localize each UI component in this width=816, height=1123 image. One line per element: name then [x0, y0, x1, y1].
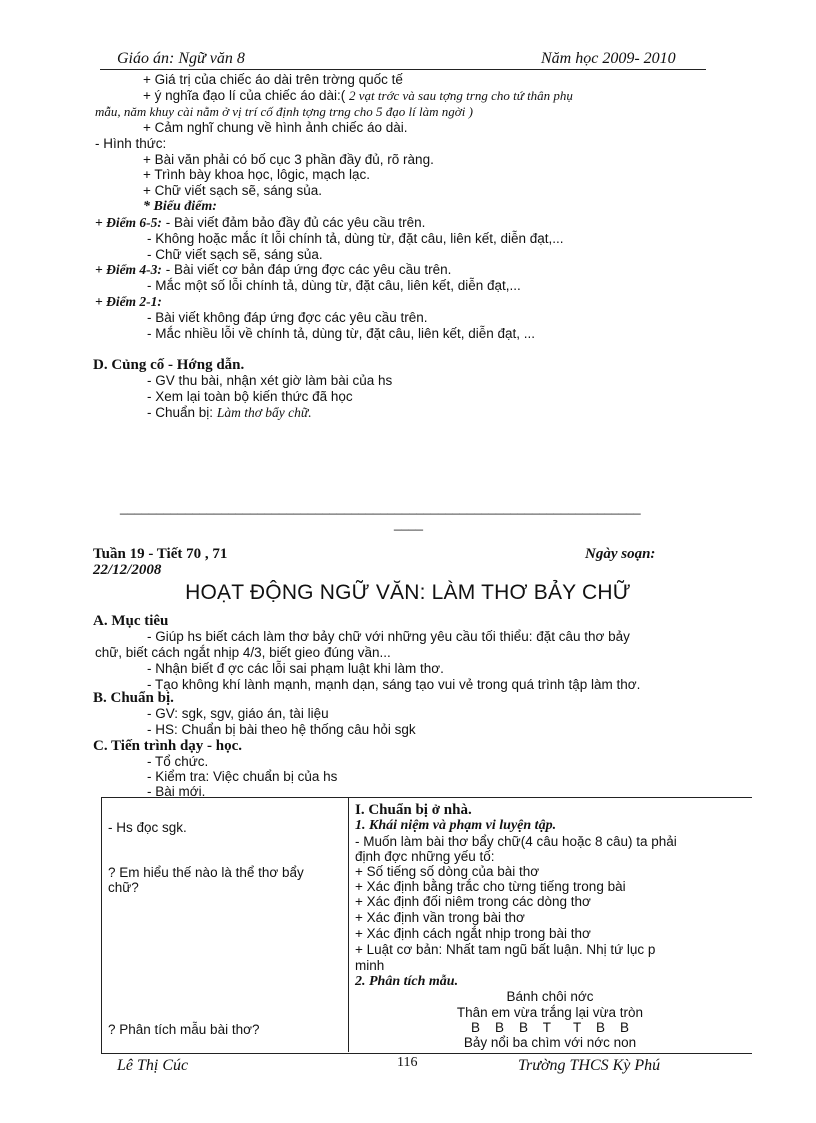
header-right: Năm học 2009- 2010 [541, 50, 676, 67]
section-c-line-2: - Kiểm tra: Việc chuẩn bị của hs [147, 769, 338, 784]
section-b-title: B. Chuẩn bị. [93, 690, 174, 706]
table-right-r5: + Xác định đối niêm trong các dòng thơ [355, 894, 591, 909]
section-a-line-2: chữ, biết cách ngắt nhịp 4/3, biết gieo đúng vần... [95, 645, 391, 660]
section-b-line-1: - GV: sgk, sgv, giáo án, tài liệu [147, 706, 329, 721]
meaning-italic: 2 vạt trớc và sau tợng trng cho tứ thân phụ [349, 88, 573, 103]
header-rule [100, 69, 706, 70]
section-a-line-4: - Tạo không khí lành mạnh, mạnh dạn, sáng tạo vui vẻ trong quá trình tập làm thơ. [147, 677, 641, 692]
lesson-date: 22/12/2008 [93, 562, 162, 578]
value-intl-line: + Giá trị của chiếc áo dài trên trờng quốc tế [143, 72, 403, 87]
section-c-line-1: - Tổ chức. [147, 754, 209, 769]
table-right-r6: + Xác định vần trong bài thơ [355, 910, 525, 925]
poem-line-2: Bảy nổi ba chìm với nớc non [463, 1035, 637, 1050]
grade-2-1-b: - Mắc nhiều lỗi về chính tả, dùng từ, đặt câu, liên kết, diễn đạt, ... [147, 326, 536, 341]
table-right-r9: minh [355, 958, 385, 973]
section-d-line-3 [147, 405, 312, 421]
header-left: Giáo án: Ngữ văn 8 [117, 50, 245, 67]
table-right-r2: định đợc những yếu tố: [355, 849, 495, 864]
table-right-r1: - Muốn làm bài thơ bẩy chữ(4 câu hoặc 8 câu) ta phải [355, 834, 677, 849]
grade-6-5-a: - Bài viết đảm bảo đầy đủ các yêu cầu trên. [165, 215, 426, 230]
grade-6-5-label: + Điểm 6-5: [95, 215, 162, 230]
meaning-line [143, 88, 573, 104]
table-right-r4: + Xác định bằng trắc cho từng tiếng trong bài [355, 879, 626, 894]
table-right-r7: + Xác định cách ngắt nhịp trong bài thơ [355, 926, 591, 941]
footer-school: Trường THCS Kỳ Phú [518, 1057, 661, 1074]
section-d-title: D. Củng cố - Hớng dẫn. [93, 357, 245, 373]
table-right-r8: + Luật cơ bản: Nhất tam ngũ bất luận. Nhị tứ lục p [355, 942, 656, 957]
lesson-week: Tuần 19 - Tiết 70 , 71 [93, 546, 228, 562]
section-a-line-1: - Giúp hs biết cách làm thơ bảy chữ với những yêu cầu tối thiểu: đặt câu thơ bảy [147, 629, 630, 644]
poem-line-1: Thân em vừa trắng lại vừa tròn [456, 1005, 644, 1020]
grade-2-1-a: - Bài viết không đáp ứng đợc các yêu cầu trên. [147, 310, 428, 325]
table-right-h1: I. Chuẩn bị ở nhà. [355, 802, 472, 818]
table-right-h2: 1. Khái niệm và phạm vi luyện tập. [355, 818, 557, 833]
section-a-line-3: - Nhận biết đ ợc các lỗi sai phạm luật khi làm thơ. [147, 661, 444, 676]
section-d-line-1: - GV thu bài, nhận xét giờ làm bài của hs [147, 373, 393, 388]
section-c-title: C. Tiến trình dạy - học. [93, 738, 243, 754]
form-item-1: + Bài văn phải có bố cục 3 phần đầy đủ, rõ ràng. [143, 152, 434, 167]
lesson-title: HOẠT ĐỘNG NGỮ VĂN: LÀM THƠ BẢY CHỮ [185, 581, 631, 604]
grade-4-3-line [95, 262, 451, 278]
section-c-line-3: - Bài mới. [147, 784, 206, 799]
form-item-3: + Chữ viết sạch sẽ, sáng sủa. [143, 183, 323, 198]
divider-dashes: ________________________________________________________________________ [120, 500, 641, 515]
table-left-q3: ? Phân tích mẫu bài thơ? [108, 1022, 260, 1037]
divider-dashes-short: ____ [394, 516, 423, 531]
footer-page-number: 116 [397, 1055, 418, 1070]
section-d-line-2: - Xem lại toàn bộ kiến thức đã học [147, 389, 353, 404]
footer-author: Lê Thị Cúc [117, 1057, 189, 1074]
grade-4-3-b: - Mắc một số lỗi chính tả, dùng từ, đặt câu, liên kết, diễn đạt,... [147, 278, 521, 293]
section-a-title: A. Mục tiêu [93, 613, 169, 629]
grade-6-5-c: - Chữ viết sạch sẽ, sáng sủa. [147, 247, 323, 262]
table-right-r3: + Số tiếng số dòng của bài thơ [355, 864, 540, 879]
form-item-2: + Trình bày khoa học, lôgic, mạch lạc. [143, 167, 370, 182]
grade-4-3-a: - Bài viết cơ bản đáp ứng đợc các yêu cầu trên. [165, 262, 452, 277]
section-b-line-2: - HS: Chuẩn bị bài theo hệ thống câu hỏi sgk [147, 722, 416, 737]
form-label: - Hình thức: [95, 136, 167, 151]
grading-label: * Biểu điểm: [143, 199, 217, 214]
prepare-prefix: - Chuẩn bị: [147, 405, 214, 420]
feelings-line: + Cảm nghĩ chung về hình ảnh chiếc áo dài. [143, 120, 408, 135]
grade-4-3-label: + Điểm 4-3: [95, 262, 162, 277]
table-left-q2a: ? Em hiểu thế nào là thể thơ bẩy [108, 865, 304, 880]
poem-tone-marks: B B B T T B B [470, 1020, 630, 1035]
grade-2-1-label: + Điểm 2-1: [95, 294, 162, 309]
grade-6-5-b: - Không hoặc mắc ít lỗi chính tả, dùng từ, đặt câu, liên kết, diễn đạt,... [147, 231, 564, 246]
poem-title: Bánh chôi nớc [506, 989, 594, 1004]
prepare-topic: Làm thơ bẩy chữ. [216, 405, 312, 420]
meaning-continuation: mẫu, năm khuy cài nằm ở vị trí cố định tợng trng cho 5 đạo lí làm ngời ) [95, 104, 473, 119]
grade-6-5-line [95, 215, 425, 231]
table-left-q1: - Hs đọc sgk. [108, 820, 187, 835]
meaning-prefix: + ý nghĩa đạo lí của chiếc áo dài:( [143, 88, 346, 103]
table-right-h3: 2. Phân tích mẫu. [355, 974, 459, 989]
table-left-q2b: chữ? [108, 880, 139, 895]
prep-date-label: Ngày soạn: [585, 546, 656, 562]
